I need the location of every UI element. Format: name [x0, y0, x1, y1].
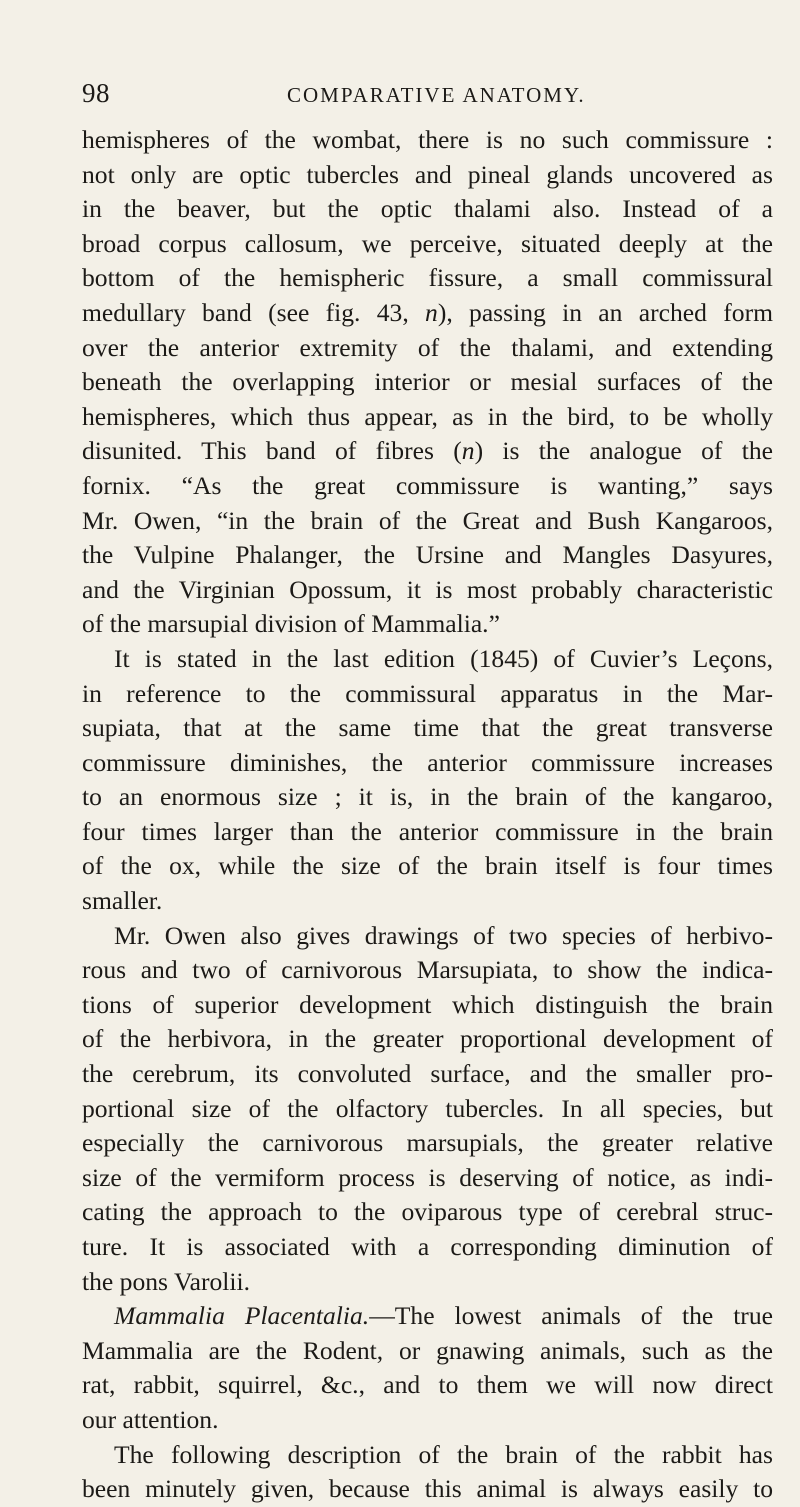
text-line: of the ox, while the size of the brain itself is four times — [82, 851, 773, 881]
text-line: of the marsupial division of Mammalia.” — [82, 609, 500, 639]
text-line: disunited. This band of fibres (n) is the analogue of the — [82, 436, 773, 466]
text-line: smaller. — [82, 886, 163, 916]
running-head: COMPARATIVE ANATOMY. — [287, 83, 586, 107]
text-line: It is stated in the last edition (1845) of Cuvier’s Leçons, — [114, 643, 773, 673]
figure-letter: n — [425, 297, 438, 327]
text-line: rous and two of carnivorous Marsupiata, to show the indica- — [82, 955, 773, 985]
text-line: in the beaver, but the optic thalami also. Instead of a — [82, 194, 773, 224]
text-line: The following description of the brain of the rabbit has — [114, 1439, 773, 1469]
text-line: ture. It is associated with a corresponding diminution of — [82, 1232, 773, 1261]
text-line: our attention. — [82, 1404, 219, 1434]
text-line: size of the vermiform process is deserving of notice, as indi- — [82, 1162, 773, 1192]
text-line: to an enormous size ; it is, in the brain of the kangaroo, — [82, 782, 773, 812]
text-line: the Vulpine Phalanger, the Ursine and Mangles Dasyures, — [82, 540, 773, 570]
text-line: the pons Varolii. — [82, 1266, 251, 1296]
text-line: not only are optic tubercles and pineal glands uncovered as — [82, 159, 773, 189]
text-line: tions of superior development which distinguish the brain — [82, 989, 773, 1019]
text-line: and the Virginian Opossum, it is most probably characteristic — [82, 574, 773, 604]
text-line: four times larger than the anterior commissure in the brain — [82, 816, 773, 846]
text-line: the cerebrum, its convoluted surface, and the smaller pro- — [82, 1059, 773, 1089]
section-heading-line — [82, 1299, 773, 1334]
figure-letter: n — [461, 436, 475, 466]
text-line: medullary band (see fig. 43, n), passing in an arched form — [82, 297, 773, 327]
text-line: Mr. Owen also gives drawings of two species of herbivo- — [114, 920, 773, 950]
text-line: of the herbivora, in the greater proportional development of — [82, 1024, 773, 1054]
text-line: portional size of the olfactory tubercles. In all species, but — [82, 1093, 773, 1123]
text-line: in reference to the commissural apparatus in the Mar- — [82, 678, 773, 708]
text-line: hemispheres, which thus appear, as in the bird, to be wholly — [82, 401, 773, 431]
text-line: bottom of the hemispheric fissure, a small commissural — [82, 263, 773, 293]
text-line: Mammalia are the Rodent, or gnawing animals, such as the — [82, 1335, 773, 1365]
body-text — [82, 123, 773, 1507]
text-line: commissure diminishes, the anterior commissure increases — [82, 747, 773, 777]
text-line: hemispheres of the wombat, there is no such commissure : — [82, 125, 773, 154]
text-line: over the anterior extremity of the thalami, and extending — [82, 332, 773, 362]
text-line: supiata, that at the same time that the great transverse — [82, 713, 773, 743]
text-line: been minutely given, because this animal is always easily to — [82, 1474, 773, 1504]
text-line: Mr. Owen, “in the brain of the Great and Bush Kangaroos, — [82, 505, 773, 535]
text-line: broad corpus callosum, we perceive, situated deeply at the — [82, 228, 773, 258]
text-segment: —The lowest animals of the true — [369, 1301, 773, 1331]
text-line: fornix. “As the great commissure is wanting,” says — [82, 470, 773, 500]
section-heading: Mammalia Placentalia. — [114, 1301, 370, 1331]
text-line: cating the approach to the oviparous type of cerebral struc- — [82, 1197, 773, 1227]
text-line: rat, rabbit, squirrel, &c., and to them we will now direct — [82, 1370, 773, 1400]
text-line: especially the carnivorous marsupials, the greater relative — [82, 1128, 773, 1158]
text-line: beneath the overlapping interior or mesial surfaces of the — [82, 367, 773, 397]
page-header — [82, 78, 772, 108]
page-number: 98 — [82, 78, 110, 108]
